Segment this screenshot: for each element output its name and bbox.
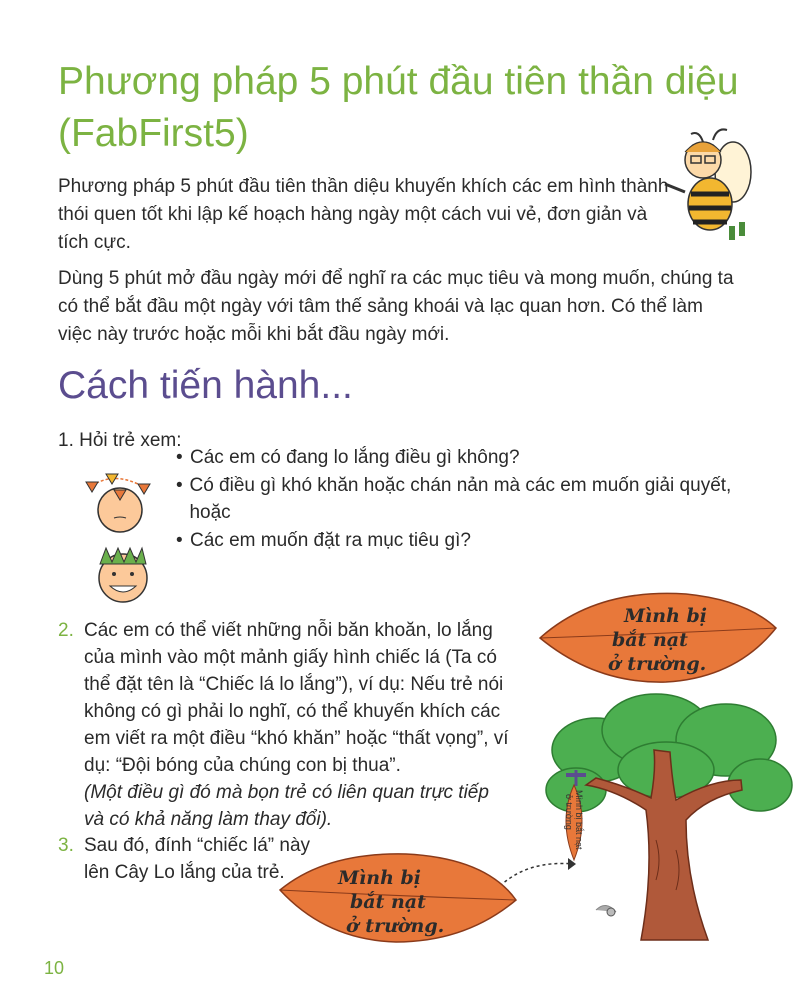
step-1-label: 1. Hỏi trẻ xem: [58, 430, 182, 451]
step-3-number: 3. [58, 835, 74, 856]
worried-face-icon [82, 466, 158, 536]
step-2-text: Các em có thể viết những nỗi băn khoăn, lo lắng của mình vào một mảnh giấy hình chiếc lá (Ta có thể đặt tên là “Chiếc lá lo lắng”), ví dụ: Nếu trẻ nói không có gì phải lo nghĩ, có thể khuyến khích các em viết ra một điều “khó khăn” hoặc “thất vọng”, ví dụ: “Đội bóng của chúng con bị thua”. (Một điều gì đó mà bọn trẻ có liên quan trực tiếp và có khả năng làm thay đổi). [84, 617, 524, 833]
step-2-number: 2. [58, 620, 74, 641]
worry-leaf-top [536, 588, 780, 688]
leaf-text-line: ở trường. [346, 915, 445, 937]
bullet-item: • Các em có đang lo lắng điều gì không? [176, 447, 520, 468]
happy-face-icon [90, 542, 156, 606]
leaf-text-line: bắt nạt [612, 629, 688, 651]
intro-paragraph: Phương pháp 5 phút đầu tiên thần diệu khuyến khích các em hình thành thói quen tốt khi lập kế hoạch hàng ngày một cách vui vẻ, đơn giản và tích cực. [58, 176, 669, 253]
page-title: Phương pháp 5 phút đầu tiên thần diệu (FabFirst5) [58, 60, 739, 155]
worry-leaf-bottom [276, 848, 520, 948]
leaf-small-text: Mình bị bắt nạt [574, 790, 584, 850]
worry-tree-illustration [536, 690, 800, 950]
section-heading: Cách tiến hành... [58, 364, 353, 407]
leaf-text-line: Mình bị [338, 867, 421, 889]
step-3-text: Sau đó, đính “chiếc lá” này lên Cây Lo lắng của trẻ. [84, 835, 311, 883]
intro-paragraph-2: Dùng 5 phút mở đầu ngày mới để nghĩ ra các mục tiêu và mong muốn, chúng ta có thể bắt đầu một ngày với tâm thế sảng khoái và lạc quan hơn. Có thể làm việc này trước hoặc mỗi khi bắt đầu ngày mới. [58, 268, 734, 345]
page-number: 10 [44, 958, 65, 978]
leaf-text-line: ở trường. [608, 653, 707, 675]
leaf-small-text: ở trường [564, 794, 574, 830]
leaf-text-line: Mình bị [624, 605, 707, 627]
bullet-item: • Các em muốn đặt ra mục tiêu gì? [176, 530, 471, 551]
bullet-item: • Có điều gì khó khăn hoặc chán nản mà các em muốn giải quyết, hoặc [176, 475, 732, 523]
leaf-text-line: bắt nạt [350, 891, 426, 913]
step-2-note: (Một điều gì đó mà bọn trẻ có liên quan trực tiếp và có khả năng làm thay đổi). [84, 782, 489, 830]
